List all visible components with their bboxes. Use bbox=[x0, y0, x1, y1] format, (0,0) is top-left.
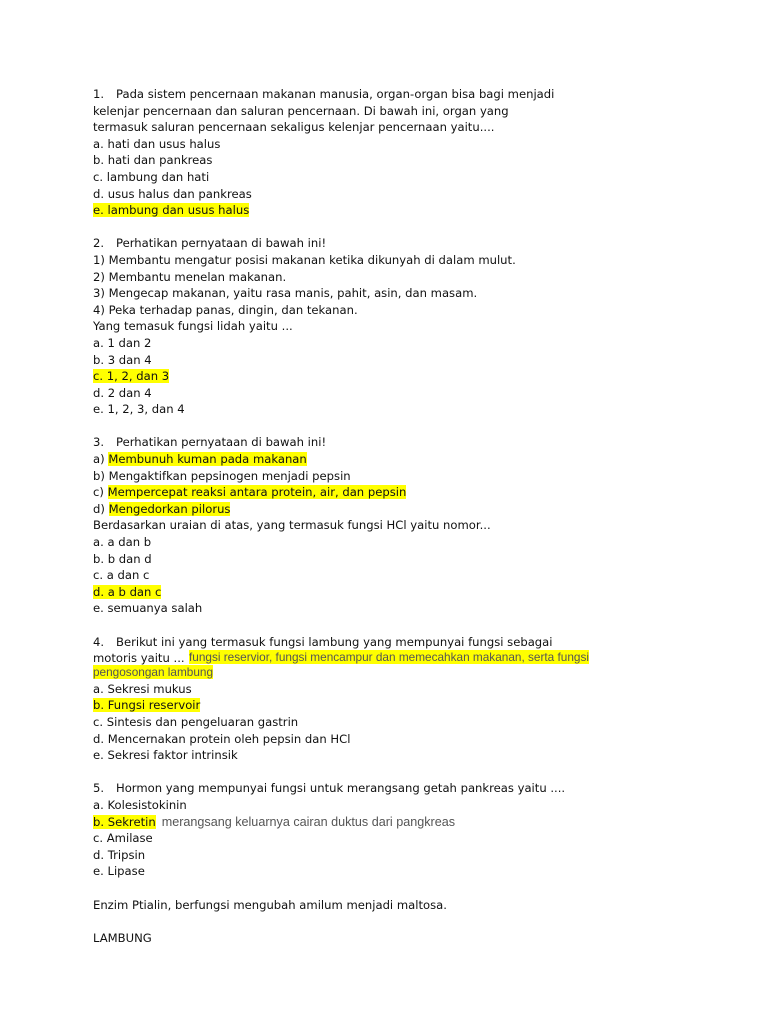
option-c: c. a dan c bbox=[93, 568, 150, 583]
option-b: b. 3 dan 4 bbox=[93, 352, 152, 367]
enzim-note: Enzim Ptialin, berfungsi mengubah amilum menjadi maltosa. bbox=[93, 897, 447, 912]
option-a: a. hati dan usus halus bbox=[93, 136, 221, 151]
question-text: Pada sistem pencernaan makanan manusia, organ-organ bisa bagi menjadi bbox=[116, 87, 555, 101]
spacer bbox=[93, 617, 733, 634]
statement-prefix: d) bbox=[93, 501, 109, 516]
option-b: b. hati dan pankreas bbox=[93, 153, 213, 168]
statement-highlight: Mengedorkan pilorus bbox=[108, 501, 231, 516]
option-a: a. a dan b bbox=[93, 535, 152, 550]
statement-d bbox=[93, 501, 733, 518]
option-a: a. Kolesistokinin bbox=[93, 797, 187, 812]
option-d: d. 2 dan 4 bbox=[93, 385, 152, 400]
spacer bbox=[93, 764, 733, 781]
question-number: 2. bbox=[93, 236, 105, 251]
option-b-answer-highlight: b. Fungsi reservoir bbox=[93, 698, 201, 713]
spacer bbox=[93, 880, 733, 897]
option-c: c. Amilase bbox=[93, 831, 153, 846]
option-b: b. b dan d bbox=[93, 551, 152, 566]
question-text: motoris yaitu ... bbox=[93, 651, 185, 666]
question-text: Berdasarkan uraian di atas, yang termasuk fungsi HCl yaitu nomor... bbox=[93, 518, 491, 533]
question-3 bbox=[93, 434, 733, 617]
section-heading: LAMBUNG bbox=[93, 930, 152, 945]
spacer bbox=[93, 913, 733, 930]
statement-prefix: b) bbox=[93, 468, 109, 483]
statement-prefix: c) bbox=[93, 485, 108, 500]
option-d: d. usus halus dan pankreas bbox=[93, 186, 252, 201]
question-number: 1. bbox=[93, 87, 105, 101]
option-a: a. Sekresi mukus bbox=[93, 681, 192, 696]
statement-b bbox=[93, 468, 733, 485]
question-2 bbox=[93, 235, 733, 418]
question-text: termasuk saluran pencernaan sekaligus kelenjar pencernaan yaitu.... bbox=[93, 120, 495, 135]
option-d-answer-highlight: d. a b dan c bbox=[93, 584, 162, 599]
question-title: Perhatikan pernyataan di bawah ini! bbox=[116, 435, 327, 450]
option-d: d. Tripsin bbox=[93, 847, 146, 862]
answer-note-line: pengosongan lambung bbox=[93, 665, 214, 680]
question-4 bbox=[93, 634, 733, 764]
question-number: 4. bbox=[93, 634, 105, 649]
option-c-answer-highlight: c. 1, 2, dan 3 bbox=[93, 369, 170, 384]
question-number: 5. bbox=[93, 781, 105, 796]
question-text: Yang temasuk fungsi lidah yaitu ... bbox=[93, 319, 293, 334]
question-5 bbox=[93, 780, 733, 880]
option-e-answer-highlight: e. lambung dan usus halus bbox=[93, 203, 250, 218]
answer-note: merangsang keluarnya cairan duktus dari pangkreas bbox=[161, 814, 456, 829]
question-1 bbox=[93, 86, 733, 219]
option-a: a. 1 dan 2 bbox=[93, 335, 152, 350]
statement-a bbox=[93, 451, 733, 468]
option-c: c. lambung dan hati bbox=[93, 169, 210, 184]
option-e: e. Sekresi faktor intrinsik bbox=[93, 748, 238, 763]
statement-1: 1) Membantu mengatur posisi makanan ketika dikunyah di dalam mulut. bbox=[93, 252, 516, 267]
statement-3: 3) Mengecap makanan, yaitu rasa manis, pahit, asin, dan masam. bbox=[93, 286, 478, 301]
option-e: e. Lipase bbox=[93, 864, 145, 879]
spacer bbox=[93, 219, 733, 236]
option-e: e. 1, 2, 3, dan 4 bbox=[93, 402, 185, 417]
statement-highlight: Mempercepat reaksi antara protein, air, dan pepsin bbox=[107, 485, 407, 500]
question-title: Perhatikan pernyataan di bawah ini! bbox=[116, 236, 327, 251]
spacer bbox=[93, 418, 733, 435]
question-text: Hormon yang mempunyai fungsi untuk merangsang getah pankreas yaitu .... bbox=[116, 781, 566, 796]
option-c: c. Sintesis dan pengeluaran gastrin bbox=[93, 714, 299, 729]
option-b-answer-highlight: b. Sekretin bbox=[93, 814, 156, 829]
statement-highlight: Membunuh kuman pada makanan bbox=[108, 452, 307, 467]
option-e: e. semuanya salah bbox=[93, 601, 203, 616]
statement-2: 2) Membantu menelan makanan. bbox=[93, 269, 287, 284]
option-d: d. Mencernakan protein oleh pepsin dan HCl bbox=[93, 731, 351, 746]
statement-prefix: a) bbox=[93, 452, 109, 467]
statement-c bbox=[93, 484, 733, 501]
question-number: 3. bbox=[93, 435, 105, 450]
statement-text: Mengaktifkan pepsinogen menjadi pepsin bbox=[108, 468, 351, 483]
statement-4: 4) Peka terhadap panas, dingin, dan tekanan. bbox=[93, 302, 358, 317]
question-text: kelenjar pencernaan dan saluran pencernaan. Di bawah ini, organ yang bbox=[93, 103, 509, 118]
question-text: Berikut ini yang termasuk fungsi lambung yang mempunyai fungsi sebagai bbox=[116, 634, 553, 649]
document-page bbox=[93, 86, 733, 946]
answer-note-line: fungsi reservior, fungsi mencampur dan memecahkan makanan, serta fungsi bbox=[189, 650, 589, 665]
